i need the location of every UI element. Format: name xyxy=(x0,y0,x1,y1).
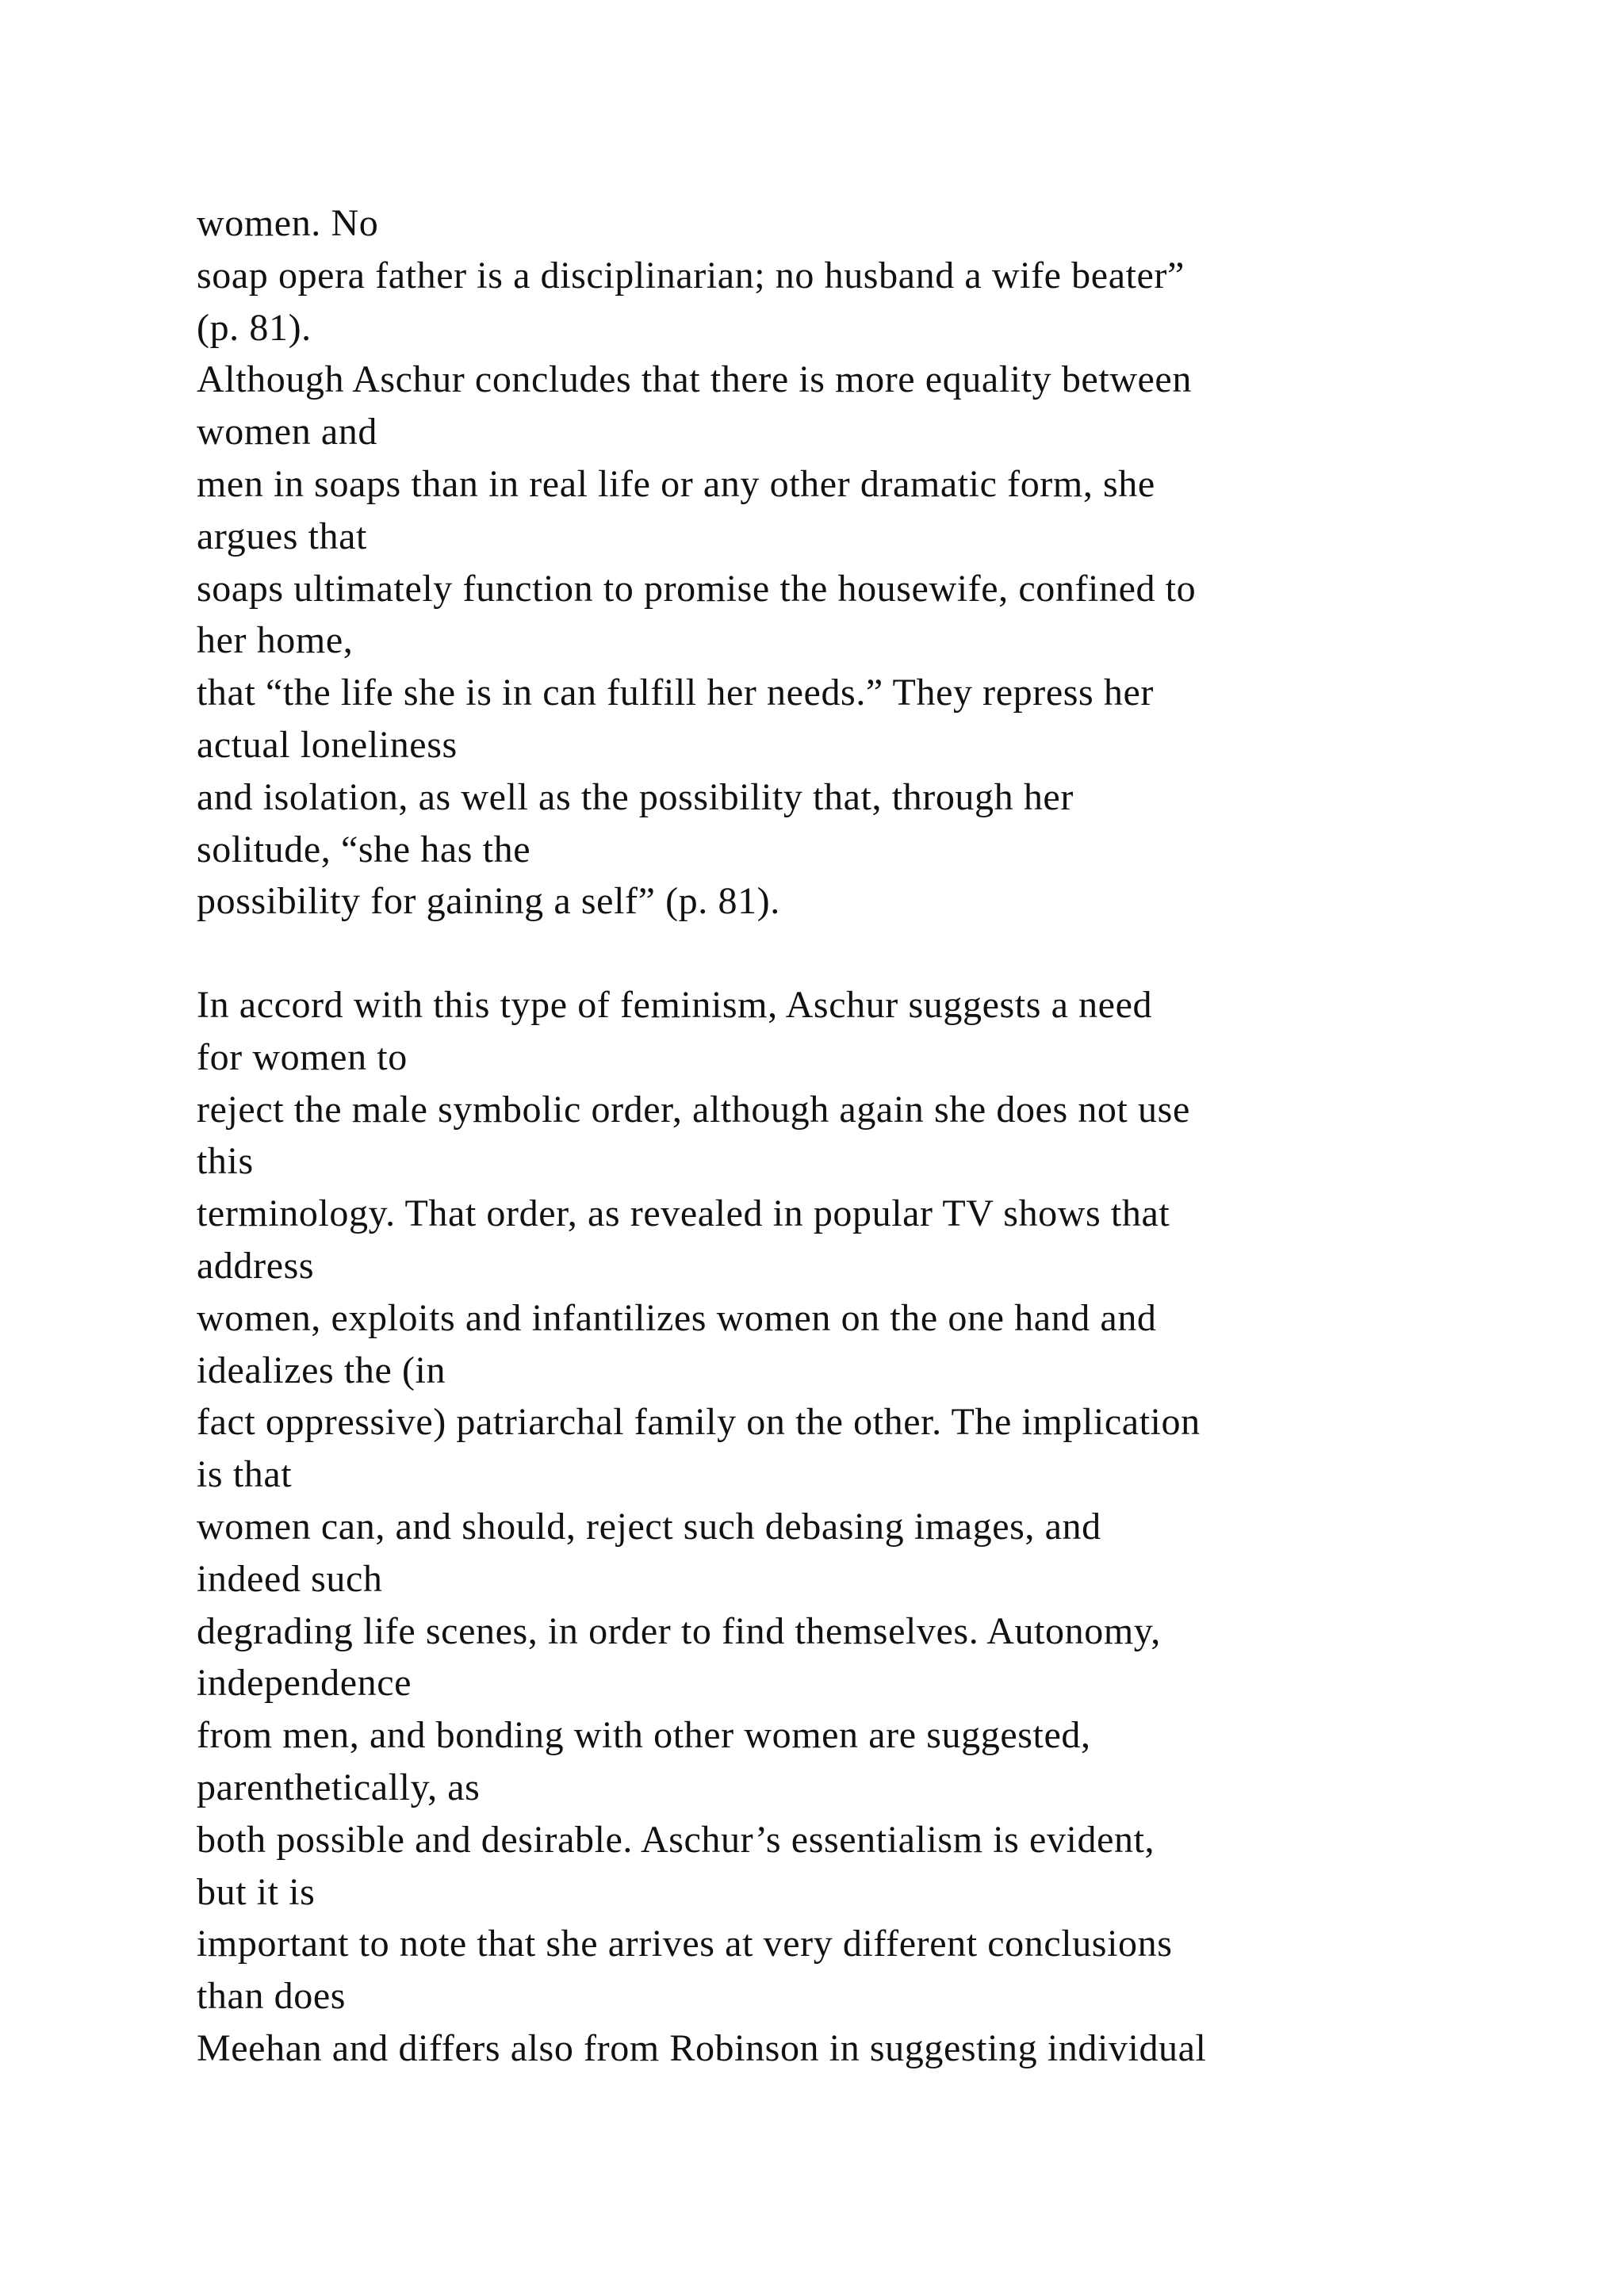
text-line: but it is xyxy=(197,1870,316,1913)
paragraph-2 xyxy=(197,979,1608,2075)
text-line: reject the male symbolic order, although again she does not use xyxy=(197,1088,1190,1131)
text-line: Meehan and differs also from Robinson in suggesting individual xyxy=(197,2026,1207,2069)
text-line: solitude, “she has the xyxy=(197,828,531,871)
text-line: argues that xyxy=(197,515,367,557)
text-line: women, exploits and infantilizes women on the one hand and xyxy=(197,1296,1157,1339)
text-line: degrading life scenes, in order to find themselves. Autonomy, xyxy=(197,1609,1161,1652)
text-line: and isolation, as well as the possibility that, through her xyxy=(197,775,1074,818)
text-line: In accord with this type of feminism, Aschur suggests a need xyxy=(197,984,1153,1026)
text-line: this xyxy=(197,1140,254,1183)
text-line: for women to xyxy=(197,1035,408,1078)
text-line: is that xyxy=(197,1453,293,1496)
text-line: independence xyxy=(197,1662,412,1705)
paragraph-1 xyxy=(197,197,1608,928)
text-line: than does xyxy=(197,1975,347,2018)
text-line: her home, xyxy=(197,619,354,662)
text-line: soaps ultimately function to promise the housewife, confined to xyxy=(197,567,1197,610)
text-line: address xyxy=(197,1244,315,1287)
text-line: possibility for gaining a self” (p. 81). xyxy=(197,880,780,923)
text-line: that “the life she is in can fulfill her needs.” They repress her xyxy=(197,672,1155,714)
text-line: both possible and desirable. Aschur’s essentialism is evident, xyxy=(197,1818,1155,1861)
text-line: actual loneliness xyxy=(197,723,458,766)
text-line: women and xyxy=(197,411,378,453)
text-line: men in soaps than in real life or any other dramatic form, she xyxy=(197,462,1155,505)
text-line: fact oppressive) patriarchal family on the other. The implication xyxy=(197,1401,1201,1444)
text-line: (p. 81). xyxy=(197,306,312,349)
text-line: women can, and should, reject such debasing images, and xyxy=(197,1505,1101,1548)
text-line: Although Aschur concludes that there is more equality between xyxy=(197,358,1192,401)
text-line: terminology. That order, as revealed in popular TV shows that xyxy=(197,1192,1170,1235)
text-line: from men, and bonding with other women are suggested, xyxy=(197,1714,1091,1757)
text-line: women. No xyxy=(197,202,379,244)
text-line: important to note that she arrives at very different conclusions xyxy=(197,1923,1173,1965)
text-line: indeed such xyxy=(197,1557,383,1600)
text-line: soap opera father is a disciplinarian; no husband a wife beater” xyxy=(197,254,1185,297)
text-line: idealizes the (in xyxy=(197,1349,446,1391)
text-line: parenthetically, as xyxy=(197,1766,481,1808)
